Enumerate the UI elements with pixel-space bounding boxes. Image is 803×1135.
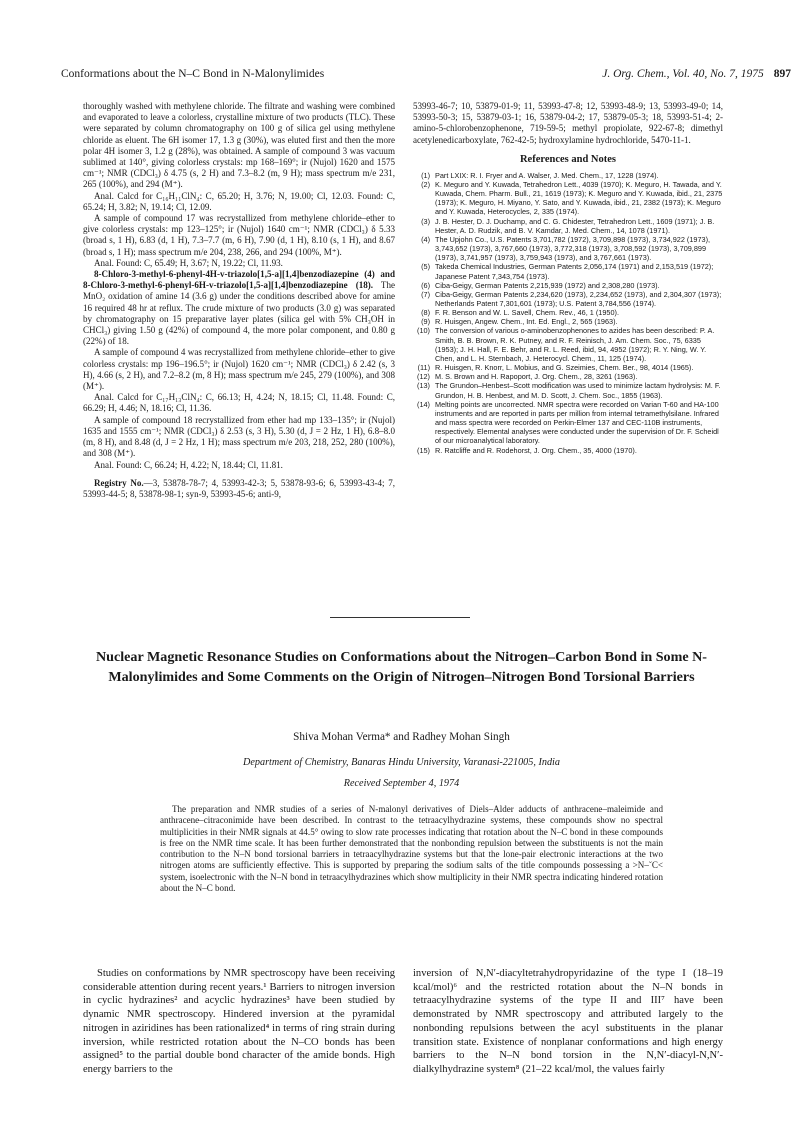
article-abstract: The preparation and NMR studies of a series of N-malonyl derivatives of Diels–Alder adducts of anthracene–maleimide and anthracene–citraconimide have been described. In contrast to the tetraacylhydrazine systems, these compounds show no spectral multiplicities in their NMR signals at 44.5° owing to slow rate processes indicating that rotation about the N–C bond in these compounds is free on the NMR time scale. It has been further demonstrated that the nonbonding repulsion between the substituents is not the main contribution to the N–N bond torsional barriers in tetraacylhydrazine systems but that the lone-pair electronic interactions at the two nitrogen atoms are sufficiently effective. This is supported by preparing the sodium salts of the title compounds possessing a >N–˘C< system, isoelectronic with the N–N bond in tetraacylhydrazines which show multiplicity in their NMR spectra indicating hindered rotation about the N–C bond. <box>160 804 663 894</box>
registry-paragraph <box>83 478 395 500</box>
received-date: Received September 4, 1974 <box>343 778 460 789</box>
page-number: 897 <box>773 68 791 80</box>
reference-number: (13) <box>417 381 430 391</box>
reference-text: Part LXIX: R. I. Fryer and A. Walser, J. Med. Chem., 17, 1228 (1974). <box>435 170 659 180</box>
reference-number: (2) <box>421 179 430 189</box>
reference-item <box>413 381 723 399</box>
reference-number: (7) <box>421 289 430 299</box>
reference-text: F. R. Benson and W. L. Savell, Chem. Rev., 46, 1 (1950). <box>435 308 619 318</box>
reference-text: The conversion of various o-aminobenzophenones to azides has been described: P. A. Smith, B. B. Brown, R. K. Putney, and R. F. Reinisch, J. Am. Chem. Soc., 75, 6335 (1953); J. H. Hall, F. E. Behr, and R. L. Reed, ibid, 94, 4952 (1972); R. Y. Ning, W. Y. Chen, and L. H. Sternbach, J. Heterocycl. Chem., 11, 125 (1974). <box>435 326 715 363</box>
article-title: Nuclear Magnetic Resonance Studies on Conformations about the Nitrogen–Carbon Bond in Some N-Malonylimides and Some Comments on the Origin of Nitrogen–Nitrogen Bond Torsional Barriers <box>95 649 707 685</box>
reference-item <box>413 217 723 235</box>
reference-number: (6) <box>421 280 430 290</box>
registry-numbers: —3, 53878-78-7; 4, 53993-42-3; 5, 53878-93-6; 6, 53993-43-4; 7, 53993-44-5; 8, 53878-98-1; syn-9, 53993-45-6; anti-9, <box>83 477 395 499</box>
journal-citation <box>602 68 791 80</box>
reference-item <box>413 446 723 455</box>
reference-text: The Upjohn Co., U.S. Patents 3,701,782 (1972), 3,709,898 (1973), 3,734,922 (1973), 3,743,652 (1973), 3,767,660 (1973), 3,772,318 (1973), 3,708,592 (1973), 3,709,899 (1973), 3,741,957 (1973), 3,759,943 (1973), and 3,767,661 (1973). <box>435 234 711 263</box>
journal-name: J. Org. Chem., Vol. 40, No. 7, 1975 <box>602 68 764 80</box>
running-title: Conformations about the N–C Bond in N-Malonylimides <box>61 68 325 80</box>
body-text-right: inversion of N,N′-diacyltetrahydropyridazine of the type I (18–19 kcal/mol)⁶ and the restricted rotation about the N–N bonds in tetraacylhydrazine systems of the type II and III⁷ have been demonstrated by NMR spectroscopy and attributed largely to the nonbonding repulsions between the acyl substituents in the planar transition state. Existence of nonplanar conformations and high energy barriers to the N–N bond torsion in the N,N′-diacyl-N,N′-dialkylhydrazine system⁸ (21–22 kcal/mol, the values fairly <box>413 968 723 1075</box>
reference-number: (11) <box>417 363 430 373</box>
experimental-column <box>83 101 395 500</box>
reference-item <box>413 281 723 290</box>
registry-continued: 53993-46-7; 10, 53879-01-9; 11, 53993-47-8; 12, 53993-48-9; 13, 53993-49-0; 14, 53993-50-3; 15, 53879-03-1; 16, 53879-04-2; 17, 53879-05-3; 18, 53993-51-4; 2-amino-5-chlorobenzophenone, 719-59-5; methyl propiolate, 922-67-8; dimethyl acetylenedicarboxylate, 762-42-5; hydroxylamine hydrochloride, 5470-11-1. <box>413 101 723 145</box>
reference-number: (10) <box>417 326 430 336</box>
compound-heading: 8-Chloro-3-methyl-6-phenyl-4H-v-triazolo[1,5-a][1,4]benzodiazepine (4) and 8-Chloro-3-methyl-6-phenyl-6H-v-triazolo[1,5-a][1,4]benzodiazepine (18). <box>83 269 395 291</box>
analysis-paragraph: Anal. Calcd for C₁₇H₁₃ClN₄: C, 66.13; H, 4.24; N, 18.15; Cl, 11.48. Found: C, 66.29; H, 4.46; N, 18.16; Cl, 11.36. <box>83 392 395 414</box>
reference-text: Ciba-Geigy, German Patents 2,234,620 (1973), 2,234,652 (1973), and 2,304,307 (1973); Netherlands Patent 7,301,601 (1973); U.S. Patent 3,784,556 (1974). <box>435 289 722 308</box>
reference-text: The Grundon–Henbest–Scott modification was used to minimize lactam hydrolysis: M. F. Grundon, H. B. Henbest, and M. D. Scott, J. Chem. Soc., 1855 (1963). <box>435 381 721 400</box>
reference-number: (4) <box>421 234 430 244</box>
reference-item <box>413 400 723 446</box>
reference-item <box>413 290 723 308</box>
reference-number: (14) <box>417 399 430 409</box>
reference-text: R. Huisgen, Angew. Chem., Int. Ed. Engl., 2, 565 (1963). <box>435 317 618 327</box>
experimental-paragraph: A sample of compound 18 recrystallized from ether had mp 133–135°; ir (Nujol) 1635 and 1555 cm⁻¹; NMR (CDCl₃) δ 2.53 (s, 3 H), 5.30 (d, J = 2 Hz, 1 H), 6.8–8.0 (m, 8 H), and 8.48 (d, J = 2 Hz, 1 H); mass spectrum m/e 203, 218, 252, 280 (100%), and 308 (M⁺). <box>83 414 395 459</box>
reference-text: M. S. Brown and H. Rapoport, J. Org. Chem., 28, 3261 (1963). <box>435 372 638 382</box>
reference-number: (3) <box>421 216 430 226</box>
reference-text: R. Ratcliffe and R. Rodehorst, J. Org. Chem., 35, 4000 (1970). <box>435 445 637 455</box>
reference-item <box>413 317 723 326</box>
reference-item <box>413 235 723 262</box>
author-affiliation: Department of Chemistry, Banaras Hindu University, Varanasi-221005, India <box>243 757 560 768</box>
analysis-paragraph: Anal. Calcd for C₁₆H₁₁ClN₄: C, 65.20; H, 3.76; N, 19.00; Cl, 12.03. Found: C, 65.24; H, 3.82; N, 19.14; Cl, 12.09. <box>83 190 395 212</box>
reference-text: R. Huisgen, R. Knorr, L. Mobius, and G. Szeimies, Chem. Ber., 98, 4014 (1965). <box>435 363 694 373</box>
article-divider <box>330 617 470 618</box>
reference-number: (9) <box>421 317 430 327</box>
reference-number: (15) <box>417 445 430 455</box>
reference-text: Melting points are uncorrected. NMR spectra were recorded on Varian T-60 and HA-100 instruments and are reported in parts per million from internal tetramethylsilane. Infrared and mass spectra were recorded on Perkin-Elmer 137 and CEC-110B instruments, respectively. Elemental analyses were conducted under the supervision of Dr. F. Scheidl of our microanalytical laboratory. <box>435 399 719 446</box>
reference-text: Takeda Chemical Industries, German Patents 2,056,174 (1971) and 2,153,519 (1972); Japanese Patent 7,343,754 (1973). <box>435 262 714 281</box>
article-authors: Shiva Mohan Verma* and Radhey Mohan Singh <box>293 731 510 743</box>
body-text-left: Studies on conformations by NMR spectroscopy have been receiving considerable attention during recent years.¹ Barriers to nitrogen inversion in cyclic hydrazines² and acyclic hydrazines³ have been studied by dynamic NMR spectroscopy. Hindered inversion at the pyramidal nitrogen in aziridines has been rationalized⁴ in terms of ring strain during inversion, while restricted rotation about the N–CO bonds has been assigned⁵ to the partial double bond character of the amide bonds. High energy barriers to the <box>83 968 395 1075</box>
reference-number: (1) <box>421 170 430 180</box>
reference-text: J. B. Hester, D. J. Duchamp, and C. G. Chidester, Tetrahedron Lett., 1609 (1971); J. B. Hester, A. D. Rudzik, and B. V. Kamdar, J. Med. Chem., 14, 1078 (1971). <box>435 216 715 235</box>
experimental-paragraph: A sample of compound 4 was recrystallized from methylene chloride–ether to give colorless crystals: mp 196–196.5°; ir (Nujol) 1620 cm⁻¹; NMR (CDCl₃) δ 2.42 (s, 3 H), 4.66 (s, 2 H), and 7.2–8.2 (m, 8 H); mass spectrum m/e 245, 279 (100%), and 308 (M⁺). <box>83 347 395 392</box>
reference-number: (8) <box>421 308 430 318</box>
reference-text: Ciba-Geigy, German Patents 2,215,939 (1972) and 2,308,280 (1973). <box>435 280 660 290</box>
reference-text: K. Meguro and Y. Kuwada, Tetrahedron Lett., 4039 (1970); K. Meguro, H. Tawada, and Y. Kuwada, Chem. Pharm. Bull., 21, 1619 (1973); K. Meguro and Y. Kuwada, ibid., 21, 2375 (1973); K. Meguro, H. Miyano, Y. Sato, and Y. Kuwada, ibid., 21, 2382 (1973); K. Meguro and Y. Kuwada, Heterocycles, 2, 335 (1974). <box>435 179 723 217</box>
reference-item <box>413 308 723 317</box>
compound-heading-paragraph <box>83 269 395 347</box>
experimental-paragraph: A sample of compound 17 was recrystallized from methylene chloride–ether to give colorless crystals: mp 123–125°; ir (Nujol) 1640 cm⁻¹; NMR (CDCl₃) δ 5.33 (broad s, 1 H), 6.83 (d, 1 H), 7.3–7.7 (m, 6 H), 7.90 (d, 1 H), 8.10 (s, 1 H), and 8.67 (broad s, 1 H); mass spectrum m/e 204, 238, 266, and 294 (100%, M⁺). <box>83 213 395 257</box>
analysis-paragraph: Anal. Found: C, 65.49; H, 3.67; N, 19.22; Cl, 11.93. <box>94 257 283 268</box>
reference-number: (12) <box>417 372 430 382</box>
reference-item <box>413 262 723 280</box>
references-column <box>413 101 723 455</box>
reference-item <box>413 326 723 363</box>
reference-item <box>413 363 723 372</box>
references-list <box>413 171 723 455</box>
compound-procedure: The MnO₂ oxidation of amine 14 (3.6 g) under the conditions described above for amine 16 required 48 hr at reflux. The crude mixture of two products (3.0 g) was separated by chromatography on 15 preparative layer plates (silica gel with 5% CH₃OH in CHCl₃) giving 1.50 g (42%) of compound 4, the more polar component, and 0.80 g (22%) of 18. <box>83 280 395 347</box>
reference-number: (5) <box>421 262 430 272</box>
experimental-paragraph: thoroughly washed with methylene chloride. The filtrate and washing were combined and evaporated to leave a colorless, crystalline mixture of two products (TLC). These were separated by column chromatography on 100 g of silica gel using methylene chloride as eluent. The 6H isomer 17, 1.3 g (30%), was eluted first and then the more polar 4H isomer 3, 1.2 g (28%), was obtained. A sample of compound 3 was vacuum sublimed at 140°, giving colorless crystals: mp 168–169°; ir (Nujol) 1620 and 1575 cm⁻¹; NMR (CDCl₃) δ 4.75 (s, 2 H) and 7.3–8.2 (m, 9 H); mass spectrum m/e 231, 265 (100%), and 294 (M⁺). <box>83 101 395 190</box>
reference-item <box>413 180 723 217</box>
reference-item <box>413 372 723 381</box>
registry-label: Registry No. <box>94 477 144 488</box>
analysis-paragraph: Anal. Found: C, 66.24; H, 4.22; N, 18.44; Cl, 11.81. <box>94 459 283 470</box>
reference-item <box>413 171 723 180</box>
references-heading: References and Notes <box>519 153 617 165</box>
